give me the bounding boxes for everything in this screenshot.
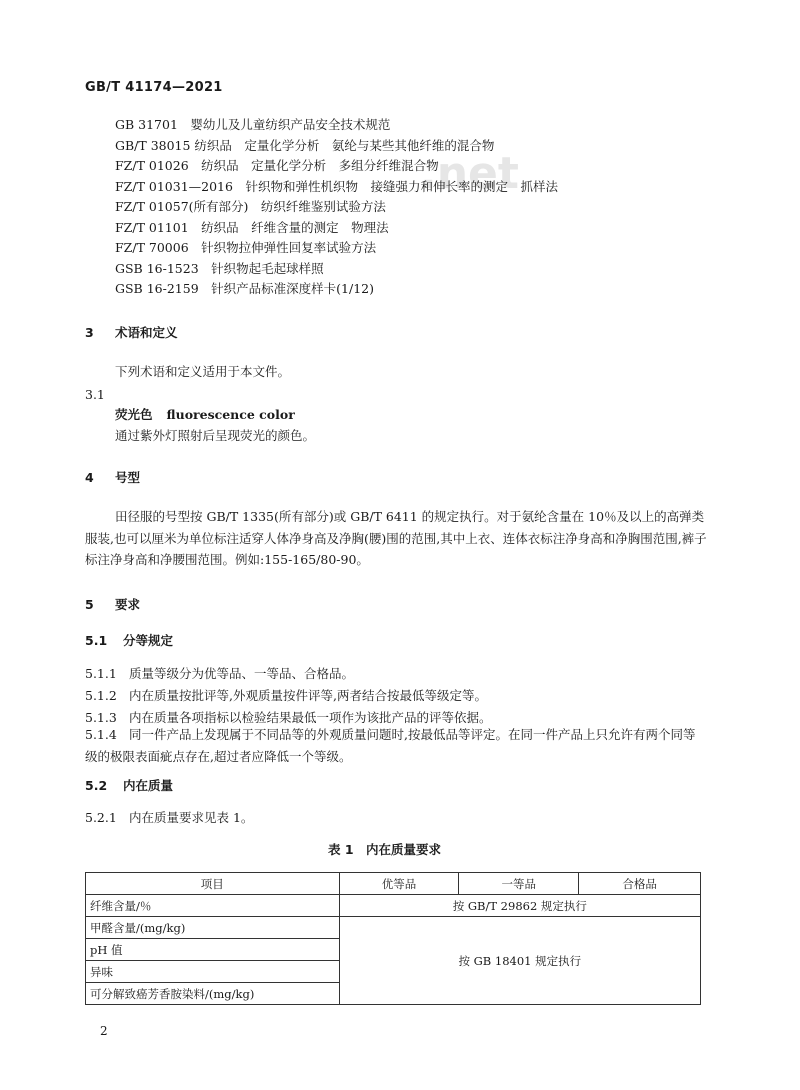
- normative-references-list: [115, 115, 558, 300]
- table-row: [86, 917, 701, 939]
- term-number: 3.1: [85, 387, 105, 402]
- reference-item: FZ/T 70006 针织物拉伸弹性回复率试验方法: [115, 240, 377, 255]
- subsection-title: 内在质量: [123, 778, 174, 793]
- table-header-cell: 合格品: [579, 873, 701, 895]
- section-5-heading: [85, 595, 140, 613]
- clause-number: 5.1.3: [85, 710, 117, 725]
- reference-item: GB/T 38015 纺织品 定量化学分析 氨纶与某些其他纤维的混合物: [115, 137, 495, 153]
- reference-item: FZ/T 01057(所有部分) 纺织纤维鉴别试验方法: [115, 199, 386, 214]
- clause-text: 同一件产品上发现属于不同品等的外观质量问题时,按最低品等评定。在同一件产品上只允许有两个同等级的极限表面疵点存在,超过者应降低一个等级。: [85, 727, 696, 764]
- term-heading: [115, 404, 295, 423]
- table-cell-label: 异味: [86, 961, 340, 983]
- reference-item: GSB 16-1523 针织物起毛起球样照: [115, 260, 324, 276]
- standard-number-header: GB/T 41174—2021: [85, 80, 223, 95]
- subsection-number: 5.1: [85, 633, 108, 648]
- section-title: 要求: [115, 597, 141, 612]
- table-header-cell: 优等品: [339, 873, 459, 895]
- clause-text: 内在质量按批评等,外观质量按件评等,两者结合按最低等级定等。: [129, 688, 487, 703]
- table-header-row: [86, 873, 701, 895]
- table-row: [86, 895, 701, 917]
- table-cell-label: 甲醛含量/(mg/kg): [86, 917, 340, 939]
- clause-item: [85, 686, 487, 704]
- reference-item: GSB 16-2159 针织产品标准深度样卡(1/12): [115, 281, 374, 296]
- section-title: 术语和定义: [115, 325, 178, 340]
- clause-text: 内在质量要求见表 1。: [129, 810, 254, 825]
- table-header-cell: 项目: [86, 873, 340, 895]
- clause-number: 5.1.1: [85, 666, 117, 681]
- subsection-5-2-heading: [85, 776, 173, 794]
- section-4-heading: [85, 468, 140, 486]
- subsection-title: 分等规定: [123, 633, 174, 648]
- watermark: .net: [420, 148, 519, 199]
- table-cell-label: 可分解致癌芳香胺染料/(mg/kg): [86, 983, 340, 1005]
- section-4-paragraph: 田径服的号型按 GB/T 1335(所有部分)或 GB/T 6411 的规定执行。对于氨纶含量在 10％及以上的高弹类服装,也可以厘米为单位标注适穿人体净身高及净胸(腰)围的范围,其中上衣、连体衣标注净身高和净胸围范围,裤子标注净身高和净腰围范围。例如:155-165/80-90。: [85, 509, 707, 567]
- table-cell-label: pH 值: [86, 939, 340, 961]
- clause-item: [85, 664, 354, 682]
- clause-number: 5.1.2: [85, 688, 117, 703]
- section-number: 3: [85, 325, 94, 340]
- section-3-heading: [85, 323, 178, 341]
- section-title: 号型: [115, 470, 141, 485]
- table-cell-value: 按 GB 18401 规定执行: [339, 917, 700, 1005]
- subsection-5-1-heading: [85, 631, 173, 649]
- table-header-cell: 一等品: [459, 873, 579, 895]
- reference-item: FZ/T 01031—2016 针织物和弹性机织物 接缝强力和伸长率的测定 抓样法: [115, 178, 558, 194]
- section-3-intro: 下列术语和定义适用于本文件。: [115, 364, 291, 379]
- reference-item: GB 31701 婴幼儿及儿童纺织产品安全技术规范: [115, 117, 391, 132]
- clause-item: [85, 808, 253, 826]
- reference-item: FZ/T 01101 纺织品 纤维含量的测定 物理法: [115, 219, 389, 235]
- quality-requirements-table: [85, 872, 701, 1005]
- subsection-number: 5.2: [85, 778, 108, 793]
- section-number: 5: [85, 597, 94, 612]
- clause-text: 质量等级分为优等品、一等品、合格品。: [129, 666, 355, 681]
- clause-number: 5.1.4: [85, 727, 117, 742]
- page-number: 2: [100, 1024, 108, 1038]
- table-cell-label: 纤维含量/％: [86, 895, 340, 917]
- clause-item: [85, 724, 707, 768]
- table-cell-value: 按 GB/T 29862 规定执行: [339, 895, 700, 917]
- term-definition: 通过紫外灯照射后呈现荧光的颜色。: [115, 428, 316, 443]
- term-english: fluorescence color: [166, 407, 295, 422]
- term-chinese: 荧光色: [115, 407, 153, 422]
- clause-text: 内在质量各项指标以检验结果最低一项作为该批产品的评等依据。: [129, 710, 492, 725]
- clause-number: 5.2.1: [85, 810, 117, 825]
- table-title: 表 1 内在质量要求: [328, 842, 442, 857]
- section-number: 4: [85, 470, 94, 485]
- reference-item: FZ/T 01026 纺织品 定量化学分析 多组分纤维混合物: [115, 158, 439, 173]
